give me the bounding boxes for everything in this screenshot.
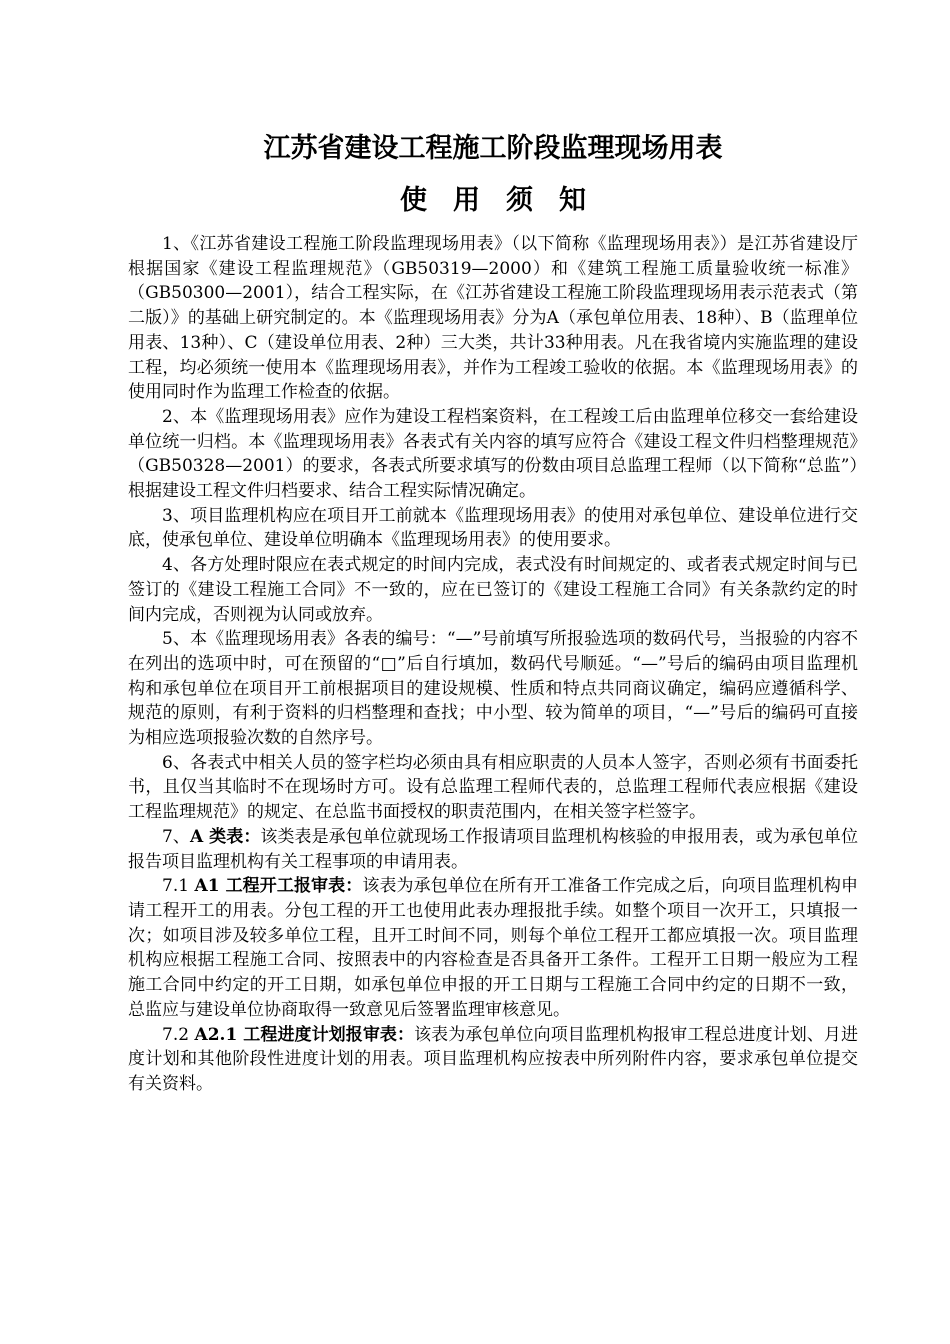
paragraph-3 [128,504,858,553]
paragraph-6 [128,751,858,825]
paragraph-lead: 7、 [162,826,190,847]
document-title: 江苏省建设工程施工阶段监理现场用表 [263,133,723,164]
paragraph-heading: A2.1 工程进度计划报审表： [194,1024,415,1045]
document-body [128,232,858,1097]
paragraph-text: 5、本《监理现场用表》各表的编号：“—”号前填写所报验选项的数码代号，当报验的内容不在列出的选项中时，可在预留的“□”后自行填加，数码代号顺延。“—”号后的编码由项目监理机构和承包单位在项目开工前根据项目的建设规模、性质和特点共同商议确定，编码应遵循科学、规范的原则，有利于资料的归档整理和查找；中小型、较为简单的项目，“—”号后的编码可直接为相应选项报验次数的自然序号。 [128,629,858,749]
document-subtitle: 使用须知 [400,185,612,216]
paragraph-text: 该表为承包单位向项目监理机构报审工程总进度计划、月进度计划和其他阶段性进度计划的用表。项目监理机构应按表中所列附件内容，要求承包单位提交有关资料。 [128,1024,859,1094]
paragraph-1 [128,232,858,405]
paragraph-text: 1、《江苏省建设工程施工阶段监理现场用表》（以下简称《监理现场用表》）是江苏省建设厅根据国家《建设工程监理规范》（GB50319—2000）和《建筑工程施工质量验收统一标准》（GB50300—2001），结合工程实际，在《江苏省建设工程施工阶段监理现场用表示范表式（第二版）》的基础上研究制定的。本《监理现场用表》分为A（承包单位用表、18种）、B（监理单位用表、13种）、C（建设单位用表、2种）三大类，共计33种用表。凡在我省境内实施监理的建设工程，均必须统一使用本《监理现场用表》，并作为工程竣工验收的依据。本《监理现场用表》的使用同时作为监理工作检查的依据。 [128,234,858,403]
paragraph-text: 3、项目监理机构应在项目开工前就本《监理现场用表》的使用对承包单位、建设单位进行交底，使承包单位、建设单位明确本《监理现场用表》的使用要求。 [128,505,858,551]
paragraph-7-1 [128,874,858,1022]
paragraph-heading: A 类表： [189,826,261,847]
document-page [128,128,858,1097]
paragraph-7-2 [128,1023,858,1097]
paragraph-2 [128,405,858,504]
paragraph-text: 4、各方处理时限应在表式规定的时间内完成，表式没有时间规定的、或者表式规定时间与已签订的《建设工程施工合同》不一致的，应在已签订的《建设工程施工合同》有关条款约定的时间内完成，否则视为认同或放弃。 [128,555,858,625]
paragraph-lead: 7.2 [162,1024,195,1045]
paragraph-text: 该表为承包单位在所有开工准备工作完成之后，向项目监理机构申请工程开工的用表。分包工程的开工也使用此表办理报批手续。如整个项目一次开工，只填报一次；如项目涉及较多单位工程，且开工时间不同，则每个单位工程开工都应填报一次。项目监理机构应根据工程施工合同、按照表中的内容检查是否具备开工条件。工程开工日期一般应为工程施工合同中约定的开工日期，如承包单位申报的开工日期与工程施工合同中约定的日期不一致，总监应与建设单位协商取得一致意见后签署监理审核意见。 [128,876,859,1020]
paragraph-text: 该类表是承包单位就现场工作报请项目监理机构核验的申报用表，或为承包单位报告项目监理机构有关工程事项的申请用表。 [128,826,859,872]
paragraph-lead: 7.1 [162,876,195,897]
paragraph-text: 2、本《监理现场用表》应作为建设工程档案资料，在工程竣工后由监理单位移交一套给建设单位统一归档。本《监理现场用表》各表式有关内容的填写应符合《建设工程文件归档整理规范》（GB50328—2001）的要求，各表式所要求填写的份数由项目总监理工程师（以下简称“总监”）根据建设工程文件归档要求、结合工程实际情况确定。 [128,406,858,502]
paragraph-5 [128,627,858,751]
paragraph-4 [128,553,858,627]
paragraph-7 [128,825,858,874]
paragraph-text: 6、各表式中相关人员的签字栏均必须由具有相应职责的人员本人签字，否则必须有书面委托书，且仅当其临时不在现场时方可。设有总监理工程师代表的，总监理工程师代表应根据《建设工程监理规范》的规定、在总监书面授权的职责范围内，在相关签字栏签字。 [128,752,858,823]
paragraph-heading: A1 工程开工报审表： [194,876,363,897]
